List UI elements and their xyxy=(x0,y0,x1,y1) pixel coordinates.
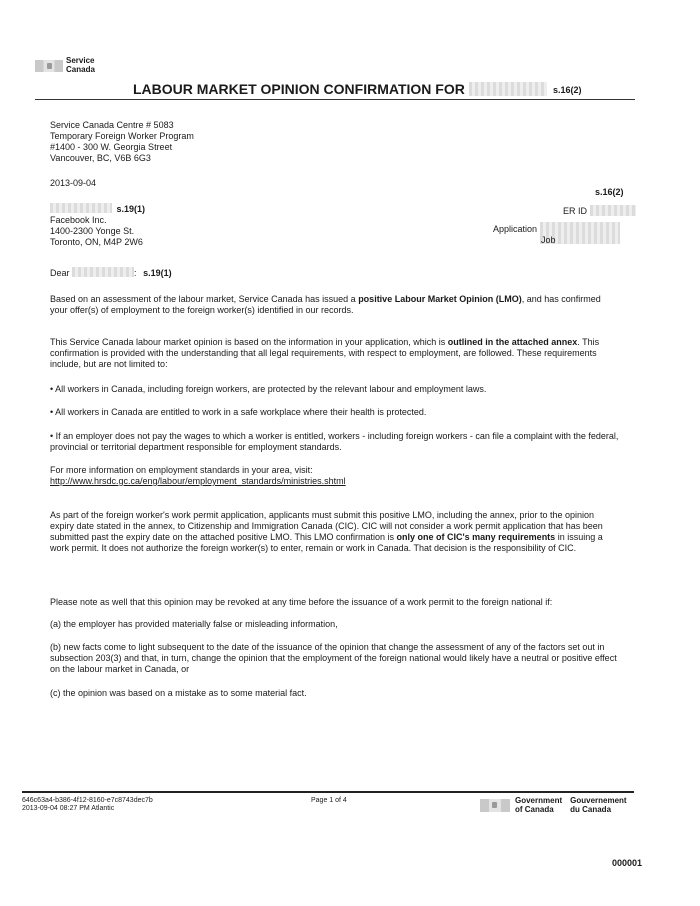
gov-en-line1: Government xyxy=(515,796,563,805)
page-title xyxy=(133,81,547,97)
paragraph-1 xyxy=(50,294,620,316)
gov-en-line2: of Canada xyxy=(515,805,554,814)
letter-date: 2013-09-04 xyxy=(50,178,97,188)
application-label: Application xyxy=(493,224,538,234)
recipient-name-row xyxy=(50,203,145,215)
sender-line1: Service Canada Centre # 5083 xyxy=(50,120,174,130)
p1-text-bold: positive Labour Market Opinion (LMO) xyxy=(358,294,522,304)
bullet-2: • All workers in Canada are entitled to work in a safe workplace where their health is protected. xyxy=(50,407,427,417)
salutation-exemption: s.19(1) xyxy=(143,268,172,278)
recipient-address1: 1400-2300 Yonge St. xyxy=(50,226,135,236)
government-of-canada-wordmark xyxy=(480,796,627,814)
item-b: (b) new facts come to light subsequent to the date of the issuance of the opinion that change the assessment of any of the factors set out in subsection 203(3) and that, in turn, change the opinion that the employment of the foreign national would likely have a neutral or positive effect on the labour market in Canada, or xyxy=(50,642,617,674)
sender-line2: Temporary Foreign Worker Program xyxy=(50,131,194,141)
p2-text-bold: outlined in the attached annex xyxy=(447,337,578,347)
title-rule xyxy=(35,99,635,100)
footer-rule xyxy=(22,791,634,793)
footer-doc-info xyxy=(22,797,153,813)
sender-address xyxy=(50,120,194,164)
job-label: Job xyxy=(541,235,556,245)
er-id-label: ER ID xyxy=(563,206,588,216)
info-line: For more information on employment standards in your area, visit: xyxy=(50,465,313,475)
canada-flag-icon xyxy=(480,799,510,812)
paragraph-4 xyxy=(50,510,620,554)
sender-line4: Vancouver, BC, V6B 6G3 xyxy=(50,153,151,163)
sender-line3: #1400 - 300 W. Georgia Street xyxy=(50,142,173,152)
title-redaction xyxy=(469,82,547,96)
footer-timestamp: 2013-09-04 08:27 PM Atlantic xyxy=(22,805,115,812)
footer-doc-id: 646c63a4-b386-4f12-8160-e7c8743dec7b xyxy=(22,797,153,804)
page-number-stamp: 000001 xyxy=(612,858,643,868)
p2-text-end: . This confirmation is provided with the understanding that all legal requirements, with respect to employment, are followed. These requirements include, but are not limited to: xyxy=(50,337,600,369)
recipient-name-redaction xyxy=(50,203,112,213)
right-exemption: s.16(2) xyxy=(595,187,624,197)
p4-text-start: As part of the foreign worker's work permit application, applicants must submit this positive LMO, including the annex, prior to the opinion expiry date stated in the annex, to Citizenship and Immigration Canada (CIC). CIC will not consider a work permit application that has been submitted past the expiry date on the attached positive LMO. This LMO confirmation is xyxy=(50,510,603,542)
canada-flag-icon xyxy=(35,60,63,72)
logo-line1: Service xyxy=(66,56,95,65)
footer-page: Page 1 of 4 xyxy=(311,797,347,804)
title-text: LABOUR MARKET OPINION CONFIRMATION FOR xyxy=(133,81,465,97)
item-a: (a) the employer has provided materially false or misleading information, xyxy=(50,619,338,629)
p4-text-end: in issuing a work permit. It does not authorize the foreign worker(s) to enter, remain or work in Canada. That decision is the responsibility of CIC. xyxy=(50,532,603,553)
er-id-row xyxy=(563,205,636,217)
er-id-redaction xyxy=(590,205,636,216)
paragraph-2 xyxy=(50,337,620,370)
paragraph-5: Please note as well that this opinion may be revoked at any time before the issuance of a work permit to the foreign national if: xyxy=(50,597,553,607)
recipient-exemption: s.19(1) xyxy=(116,204,146,214)
job-row xyxy=(541,235,556,246)
p2-text-start: This Service Canada labour market opinion is based on the information in your application, which is xyxy=(50,337,448,347)
salutation-dear: Dear xyxy=(50,268,70,278)
p4-text-bold: only one of CIC's many requirements xyxy=(396,532,556,542)
employment-standards-link[interactable]: http://www.hrsdc.gc.ca/eng/labour/employment_standards/ministries.shtml xyxy=(50,476,346,486)
service-canada-logo xyxy=(35,56,95,74)
p1-text-end: , and has confirmed your offer(s) of employment to the foreign worker(s) identified in our records. xyxy=(50,294,601,315)
salutation xyxy=(50,267,172,279)
gov-fr-line2: du Canada xyxy=(570,805,612,814)
bullet-1: • All workers in Canada, including foreign workers, are protected by the relevant labour and employment laws. xyxy=(50,384,487,394)
bullet-3: • If an employer does not pay the wages to which a worker is entitled, workers - including foreign workers - can file a complaint with the federal, provincial or territorial department responsible for employment standards. xyxy=(50,431,619,452)
logo-line2: Canada xyxy=(66,65,95,74)
recipient-company: Facebook Inc. xyxy=(50,215,107,225)
title-exemption: s.16(2) xyxy=(553,85,582,95)
application-row xyxy=(493,222,620,244)
salutation-separator: : xyxy=(134,268,137,278)
item-c: (c) the opinion was based on a mistake as to some material fact. xyxy=(50,688,307,698)
salutation-redaction xyxy=(72,267,134,277)
recipient-address xyxy=(50,203,145,248)
p1-text-start: Based on an assessment of the labour market, Service Canada has issued a xyxy=(50,294,359,304)
gov-fr-line1: Gouvernement xyxy=(570,796,627,805)
recipient-address2: Toronto, ON, M4P 2W6 xyxy=(50,237,143,247)
